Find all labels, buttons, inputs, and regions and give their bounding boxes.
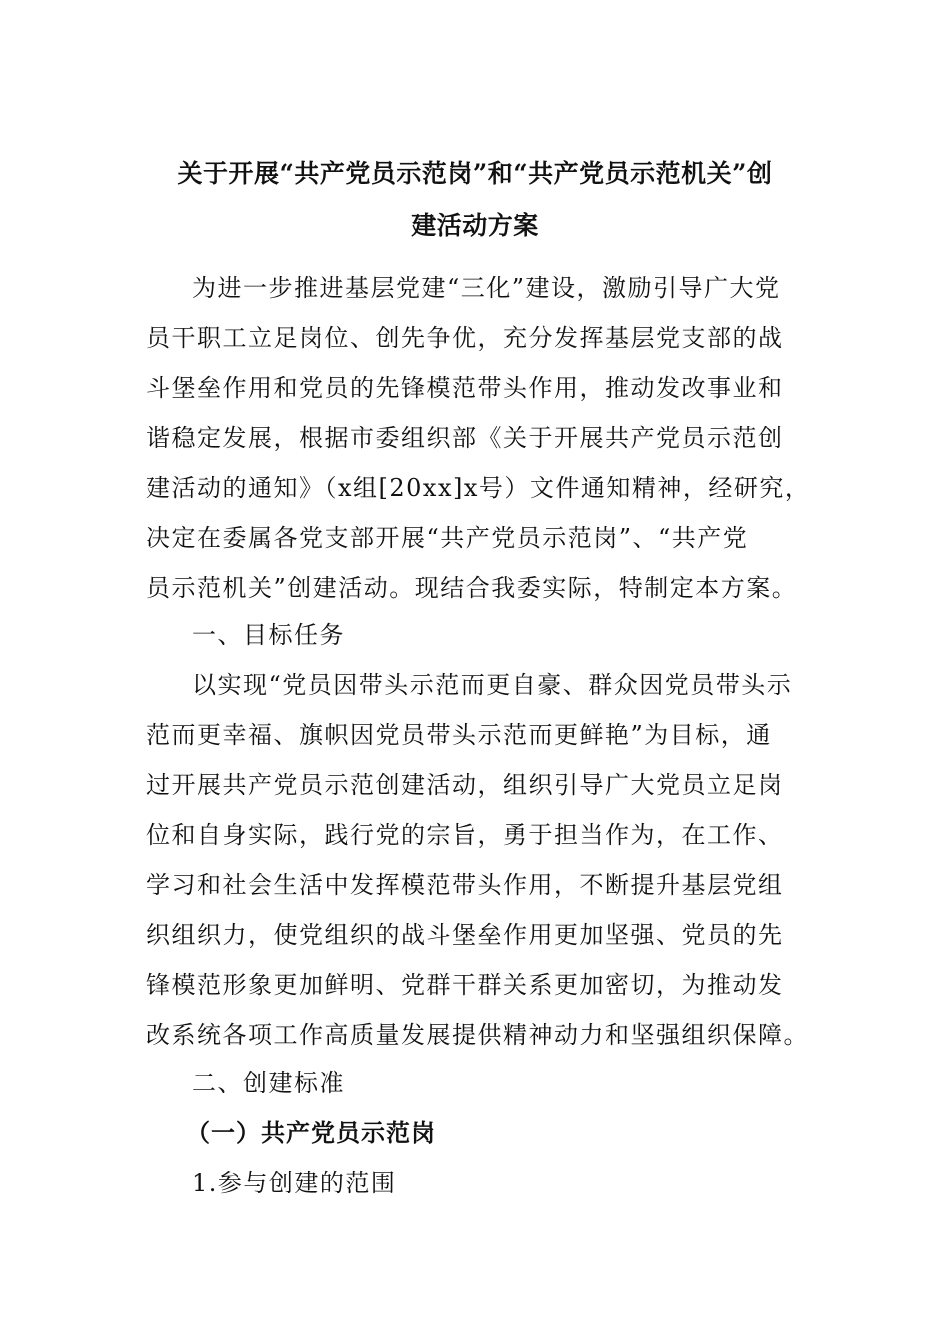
section1-line: 织组织力，使党组织的战斗堡垒作用更加坚强、党员的先 [146,921,784,949]
section1-line: 位和自身实际，践行党的宗旨，勇于担当作为，在工作、 [146,821,784,849]
intro-line: 斗堡垒作用和党员的先锋模范带头作用，推动发改事业和 [146,374,784,402]
intro-line: 员示范机关”创建活动。现结合我委实际，特制定本方案。 [146,574,798,602]
section1-line: 以实现“党员因带头示范而更自豪、群众因党员带头示 [192,671,793,699]
section1-line: 学习和社会生活中发挥模范带头作用，不断提升基层党组 [146,871,784,899]
document-title-line-1: 关于开展“共产党员示范岗”和“共产党员示范机关”创 [177,159,773,188]
section1-line: 过开展共产党员示范创建活动，组织引导广大党员立足岗 [146,771,784,799]
section1-line: 锋模范形象更加鲜明、党群干群关系更加密切，为推动发 [146,971,784,999]
intro-line: 员干职工立足岗位、创先争优，充分发挥基层党支部的战 [146,324,784,352]
intro-line: 为进一步推进基层党建“三化”建设，激励引导广大党 [192,274,781,302]
section1-line: 范而更幸福、旗帜因党员带头示范而更鲜艳”为目标，通 [146,721,772,749]
intro-line: 建活动的通知》（x组[20xx]x号）文件通知精神，经研究， [146,474,811,502]
section-heading-goals: 一、目标任务 [192,621,345,649]
subsection-heading-model-post: （一）共产党员示范岗 [186,1118,436,1147]
section-heading-standards: 二、创建标准 [192,1069,345,1097]
section1-line: 改系统各项工作高质量发展提供精神动力和坚强组织保障。 [146,1021,809,1049]
intro-line: 谐稳定发展，根据市委组织部《关于开展共产党员示范创 [146,424,784,452]
item-scope: 1.参与创建的范围 [192,1169,397,1197]
document-title-line-2: 建活动方案 [411,211,539,240]
intro-line: 决定在委属各党支部开展“共产党员示范岗”、“共产党 [146,524,749,552]
